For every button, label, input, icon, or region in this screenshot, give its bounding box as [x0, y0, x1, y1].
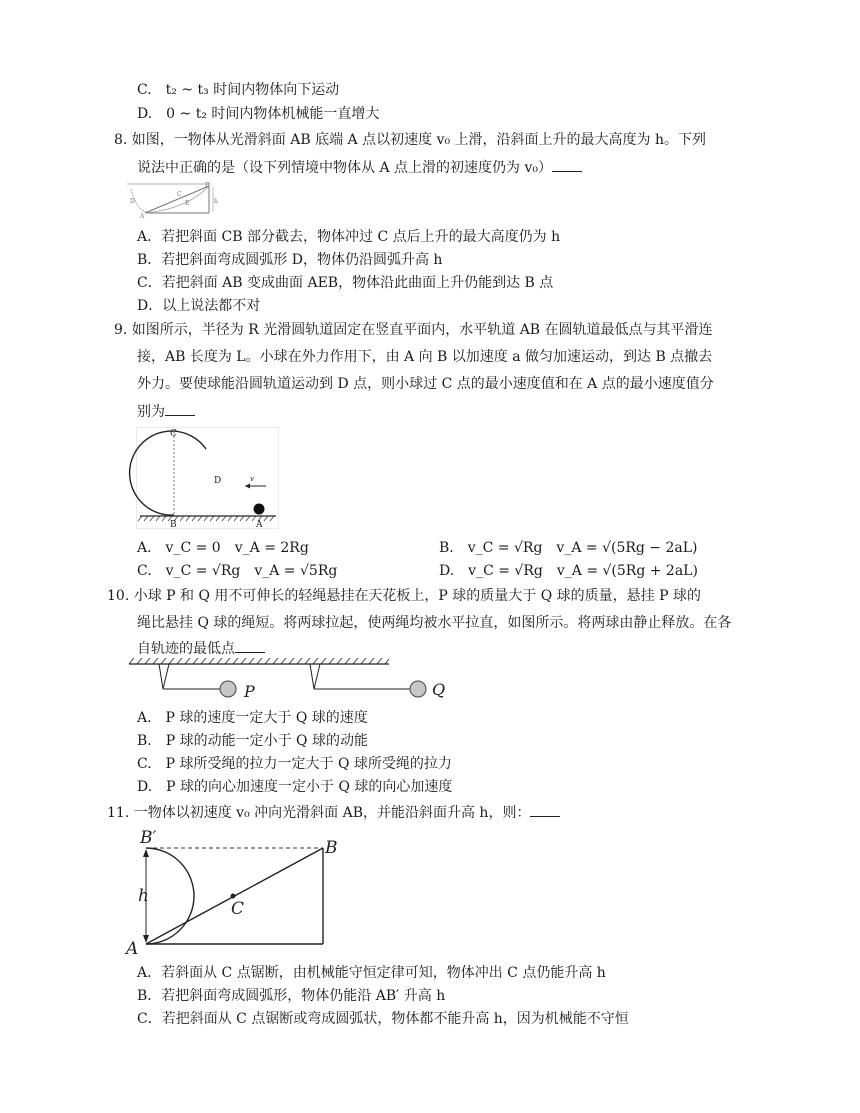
- q10-stem-line2: 绳比悬挂 Q 球的绳短。将两球拉起，使两绳均被水平拉直，如图所示。将两球由静止释放。在各: [137, 615, 732, 631]
- q11-label-b: B: [325, 838, 338, 858]
- q11-stem-line1: 11. 一物体以初速度 v₀ 冲向光滑斜面 AB，并能沿斜面升高 h，则：: [107, 802, 560, 823]
- q7-option-c: C. t₂ ~ t₃ 时间内物体向下运动: [137, 82, 340, 98]
- q10-figure: [127, 657, 457, 702]
- q9-label-v: v: [250, 475, 254, 483]
- q8-label-h: h: [214, 198, 218, 205]
- q11-label-c: C: [231, 899, 245, 919]
- q9-option-c: C. v_C = √Rg v_A = √5Rg: [137, 563, 338, 579]
- q11-option-a: A．若斜面从 C 点锯断，由机械能守恒定律可知，物体冲出 C 点仍能升高 h: [137, 965, 606, 981]
- answer-blank: [530, 802, 560, 817]
- q10-option-b: B. P 球的动能一定小于 Q 球的动能: [137, 733, 368, 749]
- q8-option-a: A．若把斜面 CB 部分截去，物体冲过 C 点后上升的最大高度仍为 h: [137, 229, 561, 245]
- q10-label-q: Q: [432, 680, 446, 699]
- q8-stem-line1: 8. 如图，一物体从光滑斜面 AB 底端 A 点以初速度 v₀ 上滑，沿斜面上升的最大高度为 h。下列: [114, 132, 707, 148]
- q10-stem-line3: 自轨迹的最低点: [137, 638, 265, 659]
- q11-label-h: h: [138, 886, 149, 906]
- q9-stem-line3: 外力。要使球能沿圆轨道运动到 D 点，则小球过 C 点的最小速度值和在 A 点的最小速度值分: [137, 376, 714, 392]
- q9-option-d: D. v_C = √Rg v_A = √(5Rg + 2aL): [439, 563, 698, 579]
- q9-option-a: A. v_C = 0 v_A = 2Rg: [137, 540, 309, 556]
- q8-figure: [127, 181, 217, 219]
- q9-stem-line2: 接，AB 长度为 L。小球在外力作用下，由 A 向 B 以加速度 a 做匀加速运动，到达 B 点撤去: [137, 349, 713, 365]
- q8-label-d: D: [130, 198, 135, 205]
- q10-option-a: A. P 球的速度一定大于 Q 球的速度: [137, 710, 368, 726]
- q9-stem-line1: 9. 如图所示，半径为 R 光滑圆轨道固定在竖直平面内，水平轨道 AB 在圆轨道最低点与其平滑连: [114, 322, 713, 338]
- q10-label-p: P: [244, 682, 255, 701]
- q8-label-c: C: [177, 191, 182, 198]
- q9-label-a: A: [256, 520, 263, 530]
- q9-figure: [136, 427, 279, 529]
- answer-blank: [235, 638, 265, 653]
- q8-label-a: A: [140, 213, 145, 220]
- q11-label-a: A: [126, 939, 139, 959]
- q11-option-c: C．若把斜面从 C 点锯断或弯成圆弧状，物体都不能升高 h，因为机械能不守恒: [137, 1011, 629, 1027]
- q10-option-c: C. P 球所受绳的拉力一定大于 Q 球所受绳的拉力: [137, 756, 452, 772]
- q7-option-d: D. 0 ~ t₂ 时间内物体机械能一直增大: [137, 106, 380, 122]
- q9-stem-line4: 别为: [137, 401, 195, 422]
- q10-stem-line1: 10. 小球 P 和 Q 用不可伸长的轻绳悬挂在天花板上，P 球的质量大于 Q 球的质量，悬挂 P 球的: [107, 588, 701, 604]
- q10-option-d: D. P 球的向心加速度一定小于 Q 球的向心加速度: [137, 779, 453, 795]
- q11-option-b: B．若把斜面弯成圆弧形，物体仍能沿 AB′ 升高 h: [137, 988, 446, 1004]
- q8-option-c: C．若把斜面 AB 变成曲面 AEB，物体沿此曲面上升仍能到达 B 点: [137, 275, 554, 291]
- answer-blank: [165, 401, 195, 416]
- q8-stem-line2: 说法中正确的是（设下列情境中物体从 A 点上滑的初速度仍为 v₀）: [137, 157, 582, 178]
- q8-label-b: B: [205, 182, 210, 189]
- q9-label-c: C: [170, 429, 177, 439]
- q8-label-e: E: [185, 200, 190, 207]
- q11-figure: [122, 823, 347, 959]
- q11-label-b-prime: B′: [140, 828, 157, 848]
- q9-label-d: D: [214, 476, 222, 486]
- q9-label-b: B: [170, 520, 177, 530]
- q8-option-d: D．以上说法都不对: [137, 298, 261, 314]
- q9-option-b: B. v_C = √Rg v_A = √(5Rg − 2aL): [439, 540, 698, 556]
- answer-blank: [552, 157, 582, 172]
- q8-option-b: B．若把斜面弯成圆弧形 D，物体仍沿圆弧升高 h: [137, 252, 443, 268]
